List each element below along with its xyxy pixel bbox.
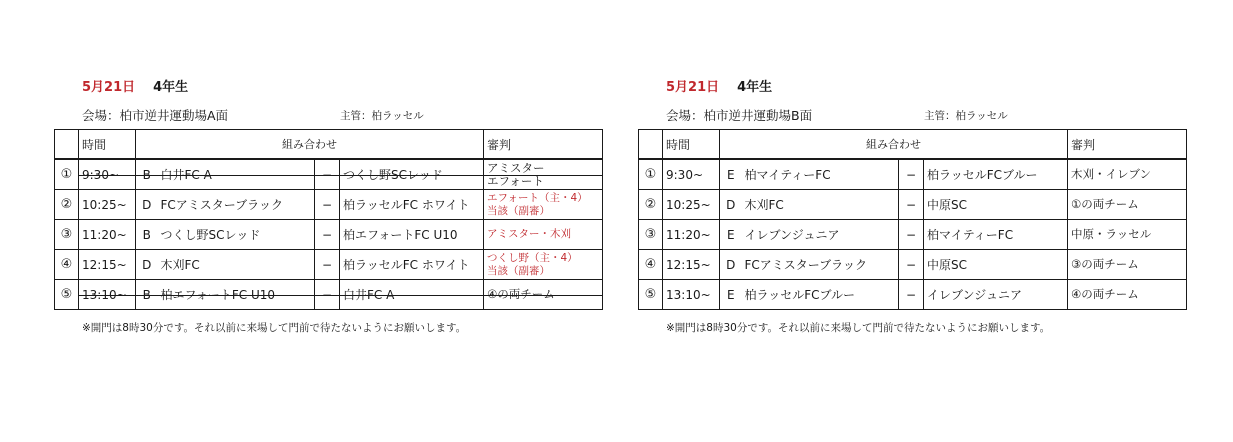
table-row bbox=[55, 190, 603, 220]
match-number: ③ bbox=[639, 220, 663, 250]
header-referee: 審判 bbox=[484, 130, 603, 160]
away-team: 柏ラッセルFCブルー bbox=[924, 159, 1068, 190]
footnote: ※開門は8時30分です。それ以前に来場して門前で待たないようにお願いします。 bbox=[82, 322, 467, 334]
referee-line-1: アミスター・木刈 bbox=[487, 228, 571, 240]
home-team: FCアミスターブラック bbox=[742, 250, 899, 280]
footnote: ※開門は8時30分です。それ以前に来場して門前で待たないようにお願いします。 bbox=[666, 322, 1051, 334]
table-row bbox=[639, 280, 1187, 310]
table-row bbox=[55, 220, 603, 250]
match-number: ① bbox=[639, 159, 663, 190]
header-index bbox=[55, 130, 79, 160]
strike-line bbox=[158, 295, 315, 296]
versus-dash: − bbox=[899, 190, 924, 220]
referee-line-1: つくし野（主・4） bbox=[487, 251, 578, 264]
home-team: 柏マイティーFC bbox=[742, 159, 899, 190]
strike-line bbox=[136, 295, 158, 296]
match-time: 13:10~ bbox=[663, 280, 720, 310]
strike-line bbox=[79, 175, 135, 176]
match-group: D bbox=[720, 190, 742, 220]
away-team: 柏マイティーFC bbox=[924, 220, 1068, 250]
versus-dash: − bbox=[899, 220, 924, 250]
strike-line bbox=[340, 295, 483, 296]
home-team: 柏エフォートFC U10 bbox=[158, 280, 315, 310]
host-label: 主管：柏ラッセル bbox=[924, 110, 1008, 122]
strike-line bbox=[484, 175, 602, 176]
table-row bbox=[639, 220, 1187, 250]
strike-line bbox=[315, 295, 339, 296]
match-group: E bbox=[720, 159, 742, 190]
strike-line bbox=[136, 175, 158, 176]
table-row bbox=[639, 250, 1187, 280]
home-team: 木刈FC bbox=[158, 250, 315, 280]
strike-line bbox=[158, 175, 315, 176]
versus-dash: − bbox=[899, 280, 924, 310]
table-row bbox=[55, 159, 603, 190]
versus-dash: − bbox=[315, 220, 340, 250]
venue-label: 会場：柏市逆井運動場B面 bbox=[666, 108, 813, 123]
away-team: 白井FC A bbox=[340, 280, 484, 310]
header-time: 時間 bbox=[663, 130, 720, 160]
match-number: ⑤ bbox=[55, 280, 79, 310]
table-row bbox=[55, 250, 603, 280]
match-number: ② bbox=[639, 190, 663, 220]
referee-cell bbox=[484, 159, 603, 190]
versus-dash: − bbox=[899, 250, 924, 280]
referee-cell bbox=[1068, 159, 1187, 190]
match-group: B bbox=[136, 159, 158, 190]
match-time: 11:20~ bbox=[79, 220, 136, 250]
versus-dash: − bbox=[315, 159, 340, 190]
versus-dash: − bbox=[315, 250, 340, 280]
match-date: 5月21日 bbox=[666, 80, 720, 95]
referee-line-1: アミスター bbox=[487, 160, 545, 175]
match-group: B bbox=[136, 280, 158, 310]
home-team: 木刈FC bbox=[742, 190, 899, 220]
header-matchup: 組み合わせ bbox=[720, 130, 1068, 160]
header-index bbox=[639, 130, 663, 160]
referee-line-1: エフォート（主・4） bbox=[487, 191, 588, 204]
referee-line-1: ④の両チーム bbox=[487, 287, 555, 301]
header-matchup: 組み合わせ bbox=[136, 130, 484, 160]
referee-cell bbox=[484, 250, 603, 280]
home-team: 白井FC A bbox=[158, 159, 315, 190]
away-team: 中原SC bbox=[924, 190, 1068, 220]
away-team: イレブンジュニア bbox=[924, 280, 1068, 310]
sheet-heading bbox=[82, 76, 188, 95]
match-group: D bbox=[136, 190, 158, 220]
home-team: イレブンジュニア bbox=[742, 220, 899, 250]
match-date: 5月21日 bbox=[82, 80, 136, 95]
header-referee: 審判 bbox=[1068, 130, 1187, 160]
referee-cell bbox=[484, 190, 603, 220]
match-time: 12:15~ bbox=[663, 250, 720, 280]
match-group: E bbox=[720, 220, 742, 250]
grade-label: 4年生 bbox=[737, 80, 773, 95]
sheet-heading bbox=[666, 76, 772, 95]
match-number: ① bbox=[55, 159, 79, 190]
schedule-table bbox=[54, 129, 603, 310]
referee-cell bbox=[1068, 220, 1187, 250]
away-team: 柏ラッセルFC ホワイト bbox=[340, 250, 484, 280]
match-group: B bbox=[136, 220, 158, 250]
match-number: ② bbox=[55, 190, 79, 220]
match-group: D bbox=[136, 250, 158, 280]
home-team: FCアミスターブラック bbox=[158, 190, 315, 220]
match-time: 10:25~ bbox=[79, 190, 136, 220]
home-team: 柏ラッセルFCブルー bbox=[742, 280, 899, 310]
match-number: ④ bbox=[55, 250, 79, 280]
away-team: 柏エフォートFC U10 bbox=[340, 220, 484, 250]
match-number: ④ bbox=[639, 250, 663, 280]
match-number: ③ bbox=[55, 220, 79, 250]
referee-cell bbox=[484, 280, 603, 310]
table-header-row bbox=[639, 130, 1187, 160]
referee-line-1: ①の両チーム bbox=[1071, 197, 1139, 211]
versus-dash: − bbox=[315, 190, 340, 220]
referee-line-1: ③の両チーム bbox=[1071, 257, 1139, 271]
match-time: 9:30~ bbox=[663, 159, 720, 190]
away-team: 中原SC bbox=[924, 250, 1068, 280]
match-time: 9:30~ bbox=[79, 159, 136, 190]
referee-cell bbox=[1068, 250, 1187, 280]
versus-dash: − bbox=[315, 280, 340, 310]
grade-label: 4年生 bbox=[153, 80, 189, 95]
referee-cell bbox=[1068, 280, 1187, 310]
match-time: 11:20~ bbox=[663, 220, 720, 250]
table-row bbox=[55, 280, 603, 310]
versus-dash: − bbox=[899, 159, 924, 190]
match-time: 10:25~ bbox=[663, 190, 720, 220]
referee-line-2: エフォート bbox=[487, 173, 544, 188]
away-team: つくし野SCレッド bbox=[340, 159, 484, 190]
host-label: 主管：柏ラッセル bbox=[340, 110, 424, 122]
referee-line-1: 木刈・イレブン bbox=[1071, 167, 1152, 181]
referee-line-1: ④の両チーム bbox=[1071, 287, 1139, 301]
table-row bbox=[639, 190, 1187, 220]
strike-line bbox=[484, 295, 602, 296]
strike-line bbox=[315, 175, 339, 176]
venue-label: 会場：柏市逆井運動場A面 bbox=[82, 108, 229, 123]
away-team: 柏ラッセルFC ホワイト bbox=[340, 190, 484, 220]
match-time: 12:15~ bbox=[79, 250, 136, 280]
strike-line bbox=[340, 175, 483, 176]
match-time: 13:10~ bbox=[79, 280, 136, 310]
table-header-row bbox=[55, 130, 603, 160]
referee-cell bbox=[1068, 190, 1187, 220]
strike-line bbox=[79, 295, 135, 296]
referee-line-1: 中原・ラッセル bbox=[1071, 227, 1152, 241]
schedule-table bbox=[638, 129, 1187, 310]
match-group: E bbox=[720, 280, 742, 310]
referee-line-2: 当該（副審） bbox=[487, 264, 550, 277]
match-number: ⑤ bbox=[639, 280, 663, 310]
table-row bbox=[639, 159, 1187, 190]
referee-line-2: 当該（副審） bbox=[487, 204, 550, 217]
header-time: 時間 bbox=[79, 130, 136, 160]
match-group: D bbox=[720, 250, 742, 280]
referee-cell bbox=[484, 220, 603, 250]
home-team: つくし野SCレッド bbox=[158, 220, 315, 250]
